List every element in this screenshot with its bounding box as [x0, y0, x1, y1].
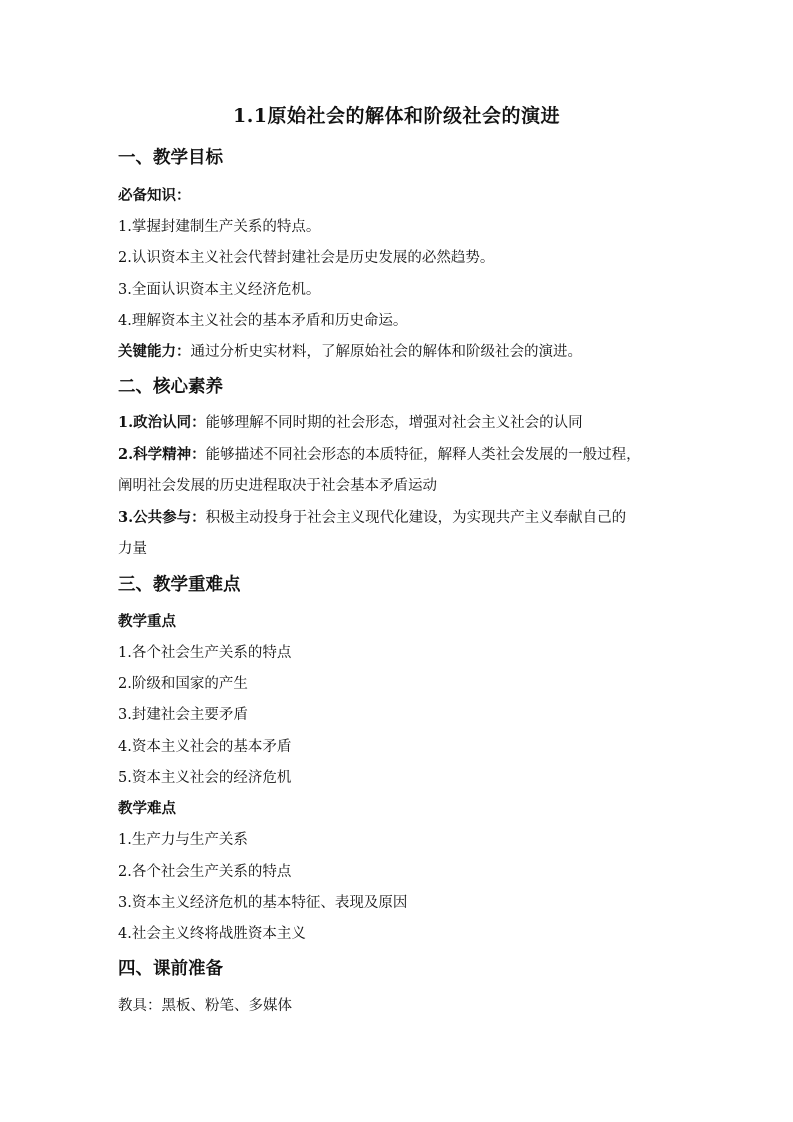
- difficulty-item-4: 4.社会主义终将战胜资本主义: [118, 926, 306, 942]
- section-heading-key-difficult: 三、教学重难点: [118, 575, 241, 595]
- teaching-tools: 教具：黑板、粉笔、多媒体: [118, 998, 292, 1014]
- key-ability-label: 关键能力：: [118, 343, 191, 360]
- focus-item-2: 2.阶级和国家的产生: [118, 676, 248, 692]
- focus-item-5: 5.资本主义社会的经济危机: [118, 770, 292, 786]
- knowledge-item-4: 4.理解资本主义社会的基本矛盾和历史命运。: [118, 313, 408, 329]
- knowledge-item-3: 3.全面认识资本主义经济危机。: [118, 282, 321, 298]
- literacy-political-label: 1.政治认同：: [118, 414, 206, 431]
- literacy-science-cont: 阐明社会发展的历史进程取决于社会基本矛盾运动: [118, 478, 437, 494]
- literacy-science: [118, 445, 641, 465]
- literacy-public-cont: 力量: [118, 541, 147, 557]
- difficulty-item-2: 2.各个社会生产关系的特点: [118, 864, 292, 880]
- literacy-political: [118, 413, 583, 433]
- focus-label: 教学重点: [118, 613, 176, 630]
- key-ability-line: [118, 342, 582, 362]
- literacy-public: [118, 508, 626, 528]
- literacy-political-text: 能够理解不同时期的社会形态，增强对社会主义社会的认同: [205, 415, 583, 431]
- knowledge-label: 必备知识：: [118, 187, 191, 204]
- literacy-science-label: 2.科学精神：: [118, 446, 206, 463]
- key-ability-text: 通过分析史实材料，了解原始社会的解体和阶级社会的演进。: [190, 344, 582, 360]
- page-title: 1.1原始社会的解体和阶级社会的演进: [232, 105, 561, 127]
- section-heading-preparation: 四、课前准备: [118, 959, 223, 979]
- difficulty-item-3: 3.资本主义经济危机的基本特征、表现及原因: [118, 895, 408, 911]
- knowledge-item-2: 2.认识资本主义社会代替封建社会是历史发展的必然趋势。: [118, 250, 495, 266]
- difficulty-item-1: 1.生产力与生产关系: [118, 832, 248, 848]
- focus-item-3: 3.封建社会主要矛盾: [118, 707, 248, 723]
- section-heading-core-literacy: 二、核心素养: [118, 377, 223, 397]
- knowledge-item-1: 1.掌握封建制生产关系的特点。: [118, 219, 321, 235]
- literacy-science-text: 能够描述不同社会形态的本质特征，解释人类社会发展的一般过程，: [205, 447, 641, 463]
- focus-item-4: 4.资本主义社会的基本矛盾: [118, 739, 292, 755]
- difficulty-label: 教学难点: [118, 800, 176, 817]
- literacy-public-label: 3.公共参与：: [118, 509, 206, 526]
- focus-item-1: 1.各个社会生产关系的特点: [118, 645, 292, 661]
- section-heading-teaching-goals: 一、教学目标: [118, 148, 223, 168]
- literacy-public-text: 积极主动投身于社会主义现代化建设，为实现共产主义奉献自己的: [205, 510, 627, 526]
